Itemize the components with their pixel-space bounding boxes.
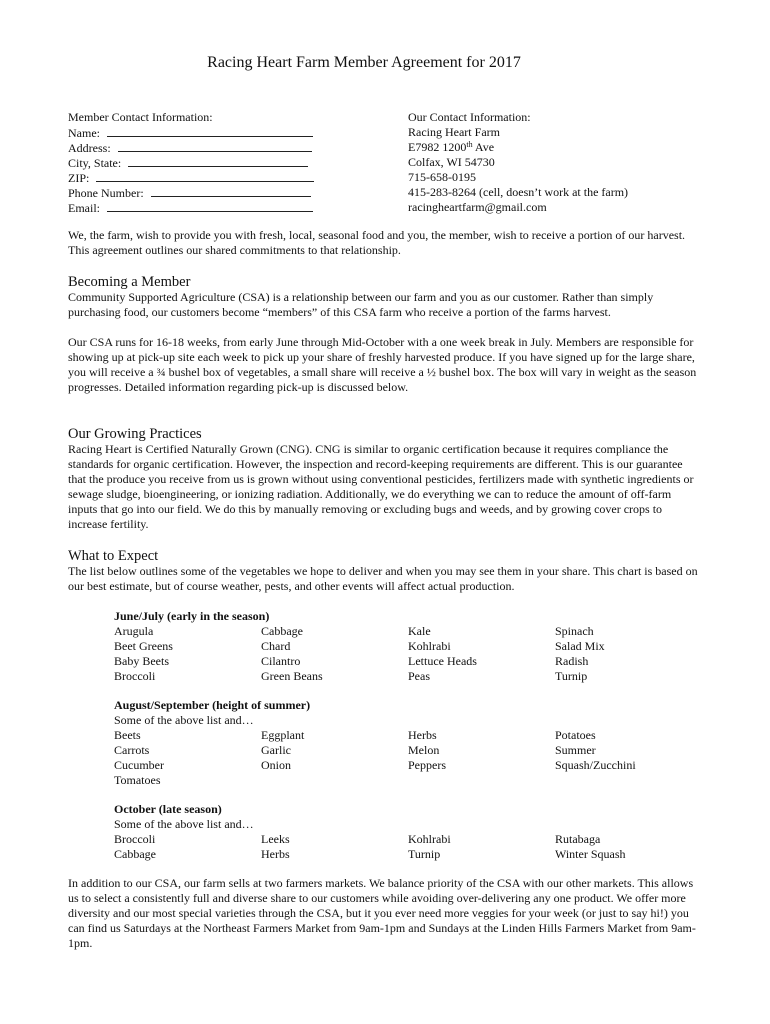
becoming-member-paragraph-1: Community Supported Agriculture (CSA) is a relationship between our farm and you as our customer. Rather than simply purchasing food, our customers become “members” of this CSA farm who receive a portion of the farms harvest. bbox=[68, 290, 654, 319]
vegetable: Lettuce Heads bbox=[408, 654, 477, 668]
city-state-field-row bbox=[68, 155, 368, 170]
farm-cell: 415-283-8264 (cell, doesn’t work at the farm) bbox=[408, 185, 629, 199]
zip-field-row bbox=[68, 170, 368, 185]
table-row bbox=[114, 669, 714, 684]
season-early-table bbox=[114, 609, 714, 684]
vegetable: Kohlrabi bbox=[408, 639, 451, 653]
vegetable: Melon bbox=[408, 743, 440, 757]
phone-field[interactable] bbox=[151, 185, 311, 197]
season-intro: Some of the above list and… bbox=[114, 713, 254, 727]
vegetable: Carrots bbox=[114, 743, 150, 757]
table-row bbox=[114, 743, 714, 758]
growing-practices-heading: Our Growing Practices bbox=[68, 426, 202, 442]
vegetable: Tomatoes bbox=[114, 773, 161, 787]
farm-contact-heading: Our Contact Information: bbox=[408, 110, 531, 124]
farm-city: Colfax, WI 54730 bbox=[408, 155, 495, 169]
address-label: Address: bbox=[68, 141, 111, 155]
table-row bbox=[114, 624, 714, 639]
farm-address bbox=[408, 140, 728, 155]
growing-practices-paragraph: Racing Heart is Certified Naturally Grown (CNG). CNG is similar to organic certification because it requires compliance the standards for organic certification. However, the inspection and record-keeping requirements are different. This is our guarantee that the produce you receive from us is grown without using conventional pesticides, fertilizers made with synthetic ingredients or sewage sludge, bioengineering, or ionizing radiation. Additionally, we do everything we can to reduce the amount of off-farm inputs that go into our field. We do this by manually removing or excluding bugs and weeds, and by growing cover crops to increase fertility. bbox=[68, 442, 694, 531]
table-row bbox=[114, 728, 714, 743]
vegetable: Eggplant bbox=[261, 728, 305, 742]
season-heading: June/July (early in the season) bbox=[114, 609, 270, 623]
farm-phone: 715-658-0195 bbox=[408, 170, 476, 184]
vegetable: Beet Greens bbox=[114, 639, 173, 653]
vegetable: Herbs bbox=[261, 847, 290, 861]
farm-contact-block bbox=[408, 110, 728, 215]
table-row bbox=[114, 758, 714, 773]
email-field-row bbox=[68, 200, 368, 215]
season-heading: August/September (height of summer) bbox=[114, 698, 311, 712]
becoming-member-heading: Becoming a Member bbox=[68, 274, 191, 290]
name-field[interactable] bbox=[107, 125, 313, 137]
season-intro: Some of the above list and… bbox=[114, 817, 254, 831]
closing-paragraph: In addition to our CSA, our farm sells at two farmers markets. We balance priority of the CSA with our other markets. This allows us to select a consistently full and diverse share to our customers while avoiding over-delivering any one product. We offer more diversity and our most special varieties through the CSA, but it you ever need more veggies for your week (or just to say hi!) you can find us Saturdays at the Northeast Farmers Market from 9am-1pm and Sundays at the Linden Hills Farmers Market from 9am-1pm. bbox=[68, 876, 696, 950]
vegetable: Garlic bbox=[261, 743, 291, 757]
farm-address-number: E7982 1200 bbox=[408, 140, 467, 154]
vegetable: Beets bbox=[114, 728, 141, 742]
vegetable: Herbs bbox=[408, 728, 437, 742]
table-row bbox=[114, 773, 714, 788]
vegetable bbox=[408, 773, 555, 788]
vegetable: Winter Squash bbox=[555, 847, 626, 861]
vegetable: Arugula bbox=[114, 624, 154, 638]
vegetable: Kale bbox=[408, 624, 431, 638]
city-state-label: City, State: bbox=[68, 156, 122, 170]
table-row bbox=[114, 832, 714, 847]
member-contact-block bbox=[68, 110, 368, 215]
city-state-field[interactable] bbox=[128, 155, 308, 167]
vegetable: Summer bbox=[555, 743, 596, 757]
becoming-member-paragraph-2: Our CSA runs for 16-18 weeks, from early June through Mid-October with a one week break in July. Members are responsible for showing up at pick-up site each week to pick up your share of freshly harvested produce. If you have signed up for the large share, you will receive a ¾ bushel box of vegetables, a small share will receive a ½ bushel box. The box will vary in weight as the season progresses. Detailed information regarding pick-up is discussed below. bbox=[68, 335, 697, 394]
vegetable bbox=[261, 773, 408, 788]
email-label: Email: bbox=[68, 201, 100, 215]
phone-field-row bbox=[68, 185, 368, 200]
member-contact-heading: Member Contact Information: bbox=[68, 110, 213, 124]
vegetable: Salad Mix bbox=[555, 639, 605, 653]
farm-address-ordinal: th bbox=[466, 140, 473, 149]
name-label: Name: bbox=[68, 126, 100, 140]
vegetable: Cabbage bbox=[114, 847, 156, 861]
vegetable: Turnip bbox=[408, 847, 441, 861]
address-field-row bbox=[68, 140, 368, 155]
what-to-expect-paragraph: The list below outlines some of the vegetables we hope to deliver and when you may see them in your share. This chart is based on our best estimate, but of course weather, pests, and other events will affect actual production. bbox=[68, 564, 698, 593]
vegetable: Rutabaga bbox=[555, 832, 601, 846]
email-field[interactable] bbox=[107, 200, 313, 212]
vegetable: Cucumber bbox=[114, 758, 164, 772]
vegetable: Cabbage bbox=[261, 624, 303, 638]
zip-field[interactable] bbox=[96, 170, 314, 182]
phone-label: Phone Number: bbox=[68, 186, 144, 200]
farm-name: Racing Heart Farm bbox=[408, 125, 500, 139]
page-title: Racing Heart Farm Member Agreement for 2017 bbox=[207, 54, 521, 71]
vegetable: Baby Beets bbox=[114, 654, 169, 668]
vegetable: Onion bbox=[261, 758, 291, 772]
vegetable: Squash/Zucchini bbox=[555, 758, 636, 772]
what-to-expect-heading: What to Expect bbox=[68, 548, 159, 564]
vegetable: Potatoes bbox=[555, 728, 596, 742]
intro-paragraph: We, the farm, wish to provide you with fresh, local, seasonal food and you, the member, wish to receive a portion of our harvest. This agreement outlines our shared commitments to that relationship. bbox=[68, 228, 686, 257]
vegetable: Cilantro bbox=[261, 654, 301, 668]
vegetable: Broccoli bbox=[114, 832, 156, 846]
name-field-row bbox=[68, 125, 368, 140]
farm-email: racingheartfarm@gmail.com bbox=[408, 200, 547, 214]
vegetable: Radish bbox=[555, 654, 589, 668]
vegetable: Chard bbox=[261, 639, 291, 653]
table-row bbox=[114, 639, 714, 654]
table-row bbox=[114, 847, 714, 862]
vegetable: Kohlrabi bbox=[408, 832, 451, 846]
season-summer-table bbox=[114, 698, 714, 788]
zip-label: ZIP: bbox=[68, 171, 90, 185]
vegetable: Peas bbox=[408, 669, 430, 683]
season-heading: October (late season) bbox=[114, 802, 222, 816]
vegetable: Broccoli bbox=[114, 669, 156, 683]
vegetable: Leeks bbox=[261, 832, 290, 846]
vegetable: Spinach bbox=[555, 624, 594, 638]
vegetable bbox=[555, 773, 702, 788]
season-late-table bbox=[114, 802, 714, 862]
vegetable: Peppers bbox=[408, 758, 446, 772]
vegetable: Turnip bbox=[555, 669, 588, 683]
farm-address-street: Ave bbox=[472, 140, 495, 154]
address-field[interactable] bbox=[118, 140, 312, 152]
table-row bbox=[114, 654, 714, 669]
vegetable: Green Beans bbox=[261, 669, 323, 683]
